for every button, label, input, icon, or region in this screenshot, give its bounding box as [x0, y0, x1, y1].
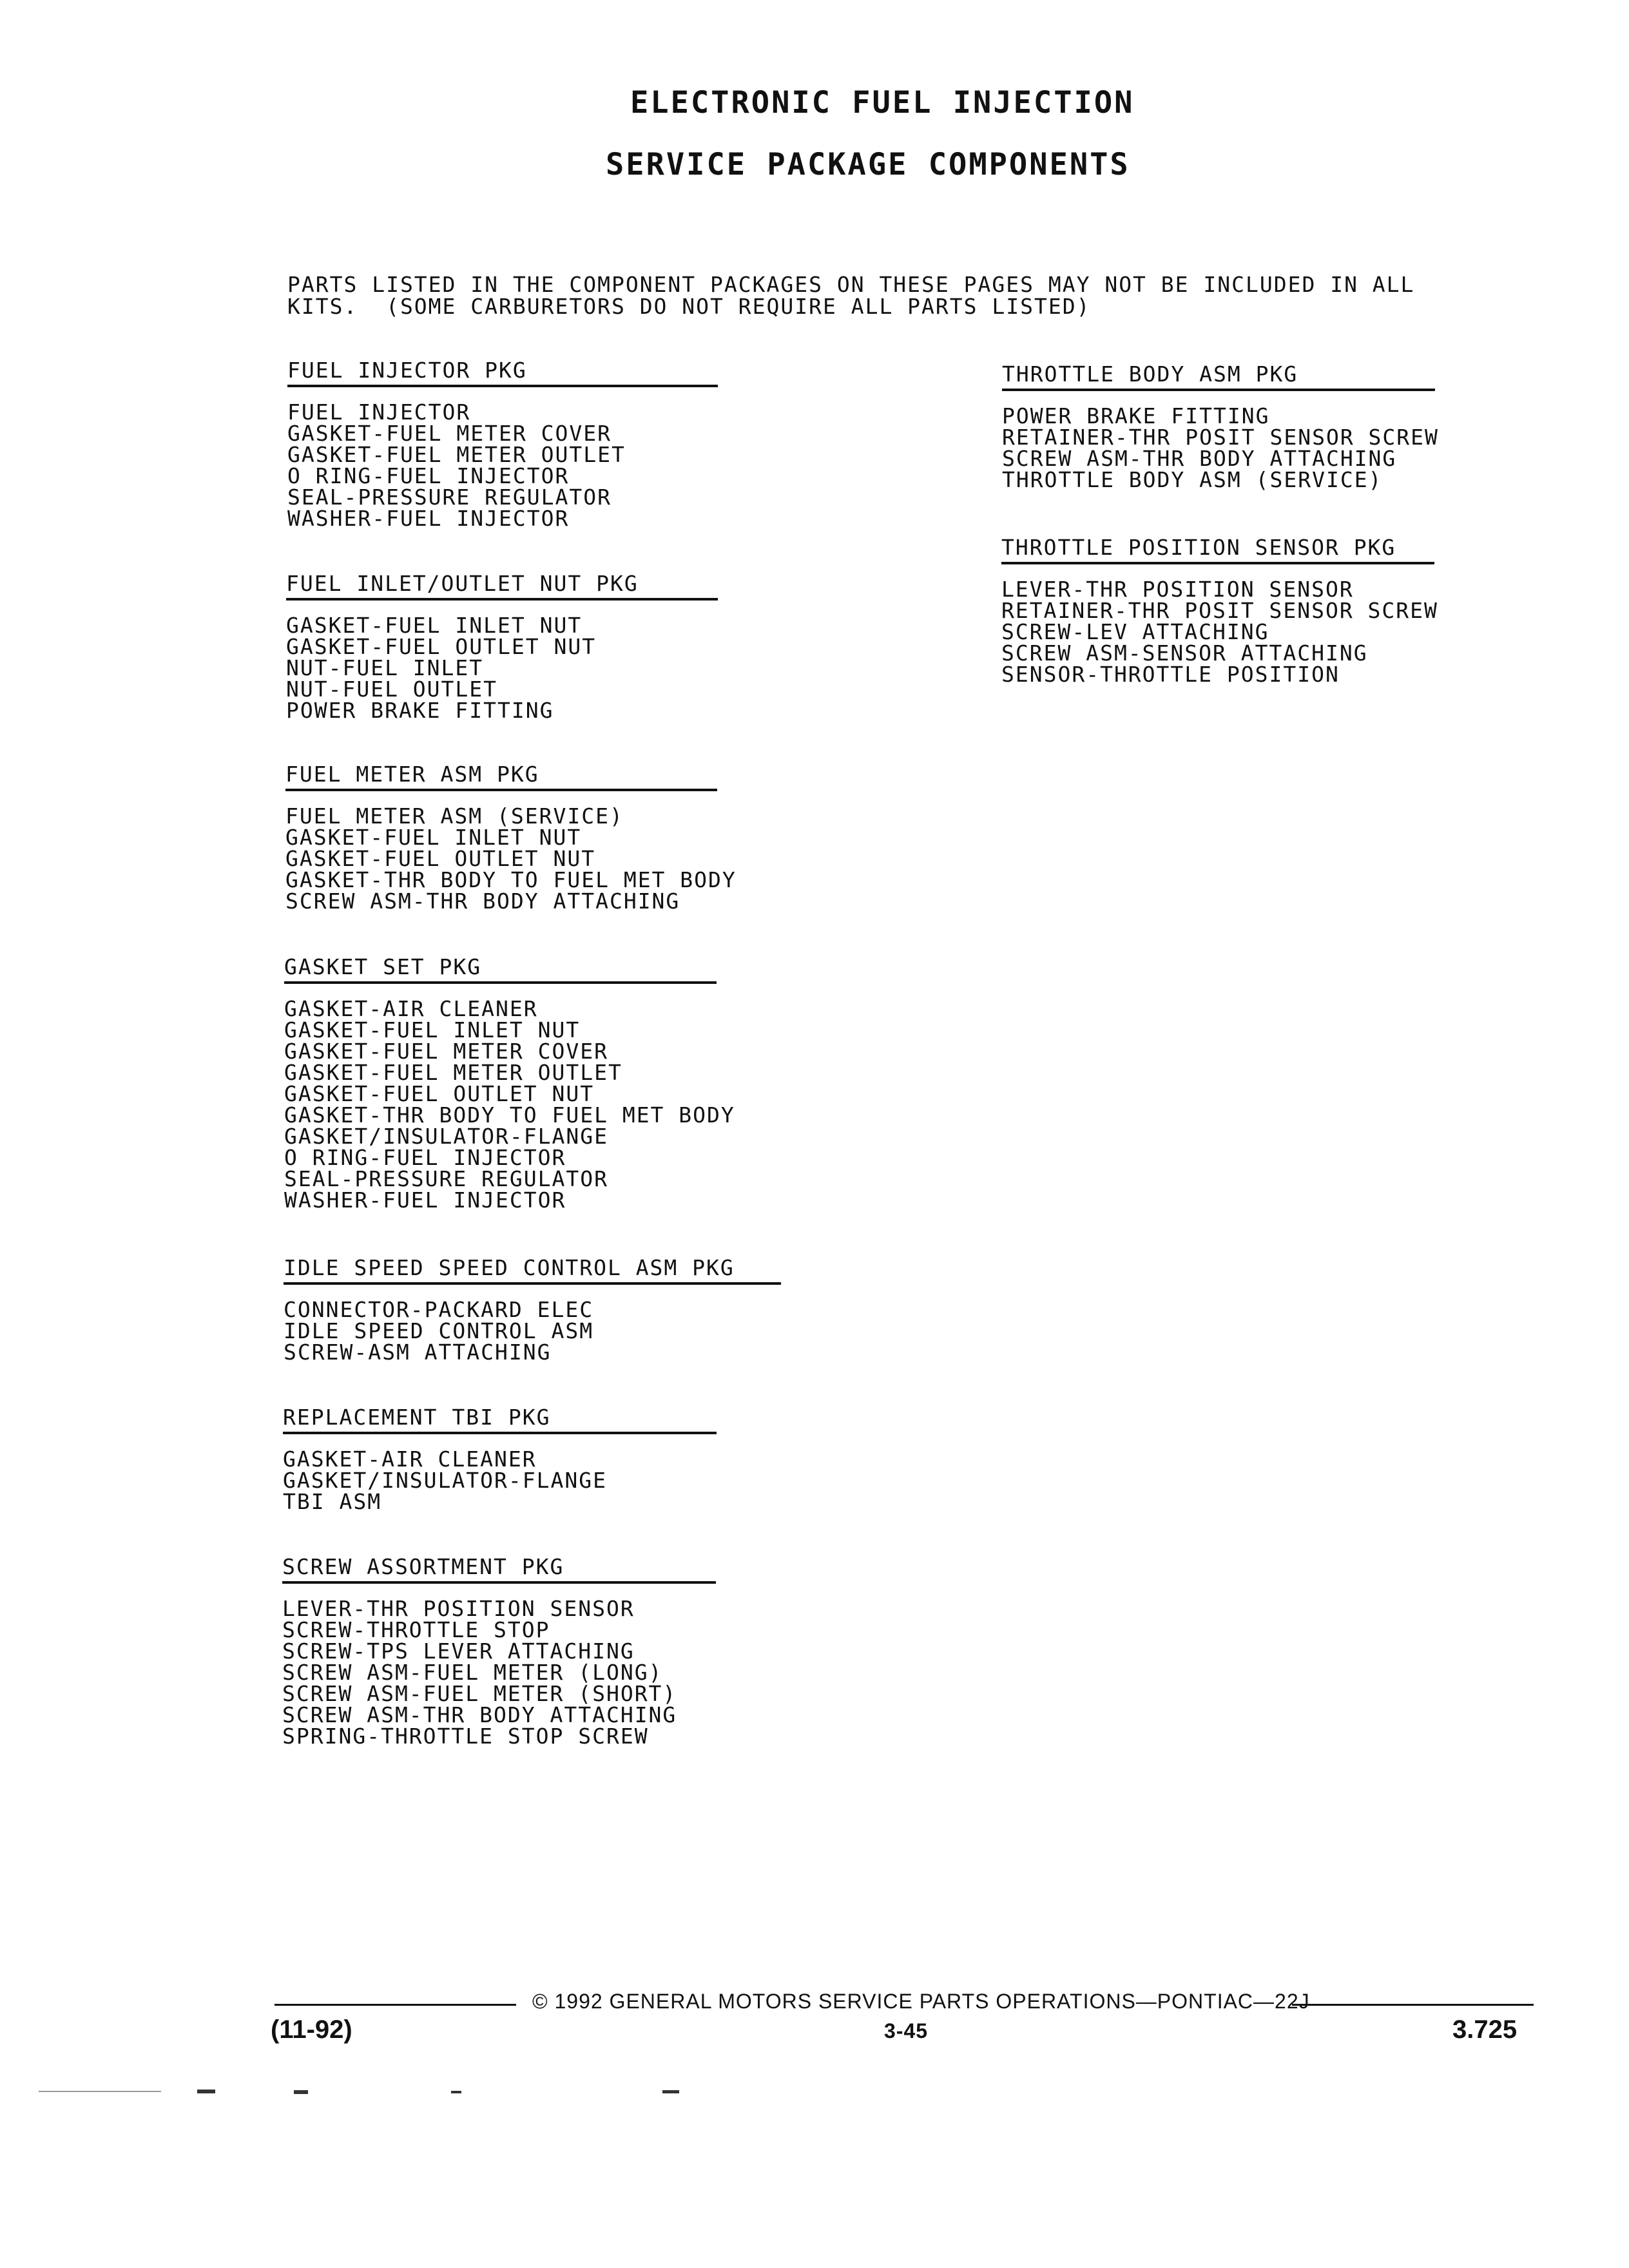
part-item: RETAINER-THR POSIT SENSOR SCREW [1001, 598, 1438, 623]
part-item: LEVER-THR POSITION SENSOR [282, 1596, 635, 1621]
part-item: WASHER-FUEL INJECTOR [287, 506, 570, 531]
gasket-set-pkg [284, 954, 735, 1211]
part-item: SCREW ASM-FUEL METER (SHORT) [282, 1681, 677, 1706]
section-heading: FUEL METER ASM PKG [285, 762, 539, 787]
part-item: GASKET-FUEL METER OUTLET [284, 1060, 622, 1085]
intro-note [287, 274, 1525, 318]
fuel-injector-pkg [287, 358, 718, 529]
heading-rule [285, 789, 717, 791]
part-item: SEAL-PRESSURE REGULATOR [287, 485, 612, 510]
heading-rule [284, 1282, 781, 1285]
part-item: SCREW-TPS LEVER ATTACHING [282, 1639, 635, 1664]
item-list [284, 998, 735, 1211]
part-item: GASKET-FUEL METER COVER [284, 1039, 608, 1064]
part-item: GASKET-AIR CLEANER [284, 996, 538, 1021]
part-item: SCREW ASM-FUEL METER (LONG) [282, 1660, 663, 1685]
heading-rule [282, 1581, 716, 1584]
part-item: RETAINER-THR POSIT SENSOR SCREW [1002, 425, 1439, 450]
part-item: GASKET-FUEL OUTLET NUT [285, 846, 596, 871]
part-item: GASKET/INSULATOR-FLANGE [284, 1124, 608, 1149]
footer-rule-left [275, 2004, 516, 2006]
part-item: NUT-FUEL INLET [286, 655, 484, 680]
part-item: GASKET-FUEL INLET NUT [284, 1017, 581, 1043]
part-item: SCREW-ASM ATTACHING [284, 1340, 552, 1365]
section-heading: IDLE SPEED SPEED CONTROL ASM PKG [284, 1255, 735, 1280]
heading-rule [1002, 389, 1435, 391]
screw-assortment-pkg [282, 1554, 716, 1747]
part-item: NUT-FUEL OUTLET [286, 677, 498, 702]
fuel-inlet-outlet-nut-pkg [286, 571, 718, 721]
item-list [282, 1598, 716, 1747]
heading-rule [284, 981, 717, 984]
footer-page-number: 3-45 [884, 2019, 929, 2042]
replacement-tbi-pkg [283, 1405, 717, 1512]
part-item: SCREW ASM-THR BODY ATTACHING [282, 1702, 677, 1727]
part-item: SCREW ASM-SENSOR ATTACHING [1001, 640, 1368, 666]
footer-copyright: © 1992 GENERAL MOTORS SERVICE PARTS OPERATIONS—PONTIAC—22J [532, 1990, 1310, 2013]
section-heading: THROTTLE POSITION SENSOR PKG [1001, 535, 1396, 560]
fuel-meter-asm-pkg [285, 762, 737, 912]
intro-line: PARTS LISTED IN THE COMPONENT PACKAGES ON THESE PAGES MAY NOT BE INCLUDED IN ALL [287, 272, 1415, 297]
part-item: GASKET-FUEL OUTLET NUT [286, 634, 597, 659]
throttle-body-asm-pkg [1002, 361, 1439, 490]
scan-speck [662, 2090, 679, 2093]
part-item: GASKET-FUEL INLET NUT [286, 613, 583, 638]
idle-speed-control-pkg [284, 1255, 781, 1363]
item-list [284, 1299, 781, 1363]
item-list [283, 1448, 717, 1512]
part-item: GASKET-FUEL METER COVER [287, 421, 612, 446]
footer-rule-right [1292, 2004, 1534, 2006]
item-list [287, 401, 718, 529]
scan-speck [39, 2091, 161, 2092]
part-item: SEAL-PRESSURE REGULATOR [284, 1166, 608, 1191]
heading-rule [1001, 562, 1434, 564]
part-item: SCREW-LEV ATTACHING [1001, 619, 1269, 644]
section-heading: GASKET SET PKG [284, 954, 482, 979]
part-item: GASKET-THR BODY TO FUEL MET BODY [284, 1102, 735, 1128]
scan-speck [294, 2090, 308, 2094]
part-item: IDLE SPEED CONTROL ASM [284, 1318, 594, 1343]
footer-section-number: 3.725 [1452, 2015, 1518, 2044]
footer-date: (11-92) [271, 2015, 352, 2044]
part-item: TBI ASM [283, 1489, 382, 1514]
part-item: GASKET-THR BODY TO FUEL MET BODY [285, 867, 737, 892]
part-item: FUEL INJECTOR [287, 399, 471, 425]
part-item: SCREW-THROTTLE STOP [282, 1617, 550, 1642]
item-list [285, 805, 737, 912]
throttle-position-sensor-pkg [1001, 535, 1438, 685]
part-item: GASKET/INSULATOR-FLANGE [283, 1468, 607, 1493]
scan-speck [197, 2090, 215, 2093]
heading-rule [287, 385, 718, 387]
item-list [286, 615, 718, 721]
part-item: GASKET-FUEL METER OUTLET [287, 442, 626, 467]
heading-rule [283, 1432, 717, 1434]
section-heading: SCREW ASSORTMENT PKG [282, 1554, 564, 1579]
part-item: GASKET-FUEL INLET NUT [285, 825, 582, 850]
page-title: ELECTRONIC FUEL INJECTION [630, 85, 1135, 120]
part-item: O RING-FUEL INJECTOR [287, 463, 570, 488]
part-item: WASHER-FUEL INJECTOR [284, 1187, 566, 1213]
section-heading: FUEL INLET/OUTLET NUT PKG [286, 571, 639, 596]
part-item: GASKET-AIR CLEANER [283, 1446, 537, 1472]
part-item: O RING-FUEL INJECTOR [284, 1145, 566, 1170]
intro-line: KITS. (SOME CARBURETORS DO NOT REQUIRE ALL PARTS LISTED) [287, 294, 1091, 319]
part-item: SCREW ASM-THR BODY ATTACHING [1002, 446, 1397, 471]
item-list [1001, 579, 1438, 685]
part-item: THROTTLE BODY ASM (SERVICE) [1002, 467, 1383, 492]
section-heading: FUEL INJECTOR PKG [287, 358, 527, 383]
part-item: CONNECTOR-PACKARD ELEC [284, 1297, 594, 1322]
page-subtitle: SERVICE PACKAGE COMPONENTS [606, 147, 1130, 182]
part-item: FUEL METER ASM (SERVICE) [285, 803, 624, 829]
part-item: SPRING-THROTTLE STOP SCREW [282, 1724, 649, 1749]
heading-rule [286, 598, 718, 601]
scan-speck [451, 2091, 461, 2093]
part-item: SCREW ASM-THR BODY ATTACHING [285, 889, 680, 914]
section-heading: REPLACEMENT TBI PKG [283, 1405, 551, 1430]
part-item: POWER BRAKE FITTING [286, 698, 554, 723]
part-item: LEVER-THR POSITION SENSOR [1001, 577, 1354, 602]
part-item: SENSOR-THROTTLE POSITION [1001, 662, 1340, 687]
item-list [1002, 405, 1439, 490]
section-heading: THROTTLE BODY ASM PKG [1002, 361, 1298, 387]
part-item: POWER BRAKE FITTING [1002, 403, 1270, 428]
part-item: GASKET-FUEL OUTLET NUT [284, 1081, 595, 1106]
